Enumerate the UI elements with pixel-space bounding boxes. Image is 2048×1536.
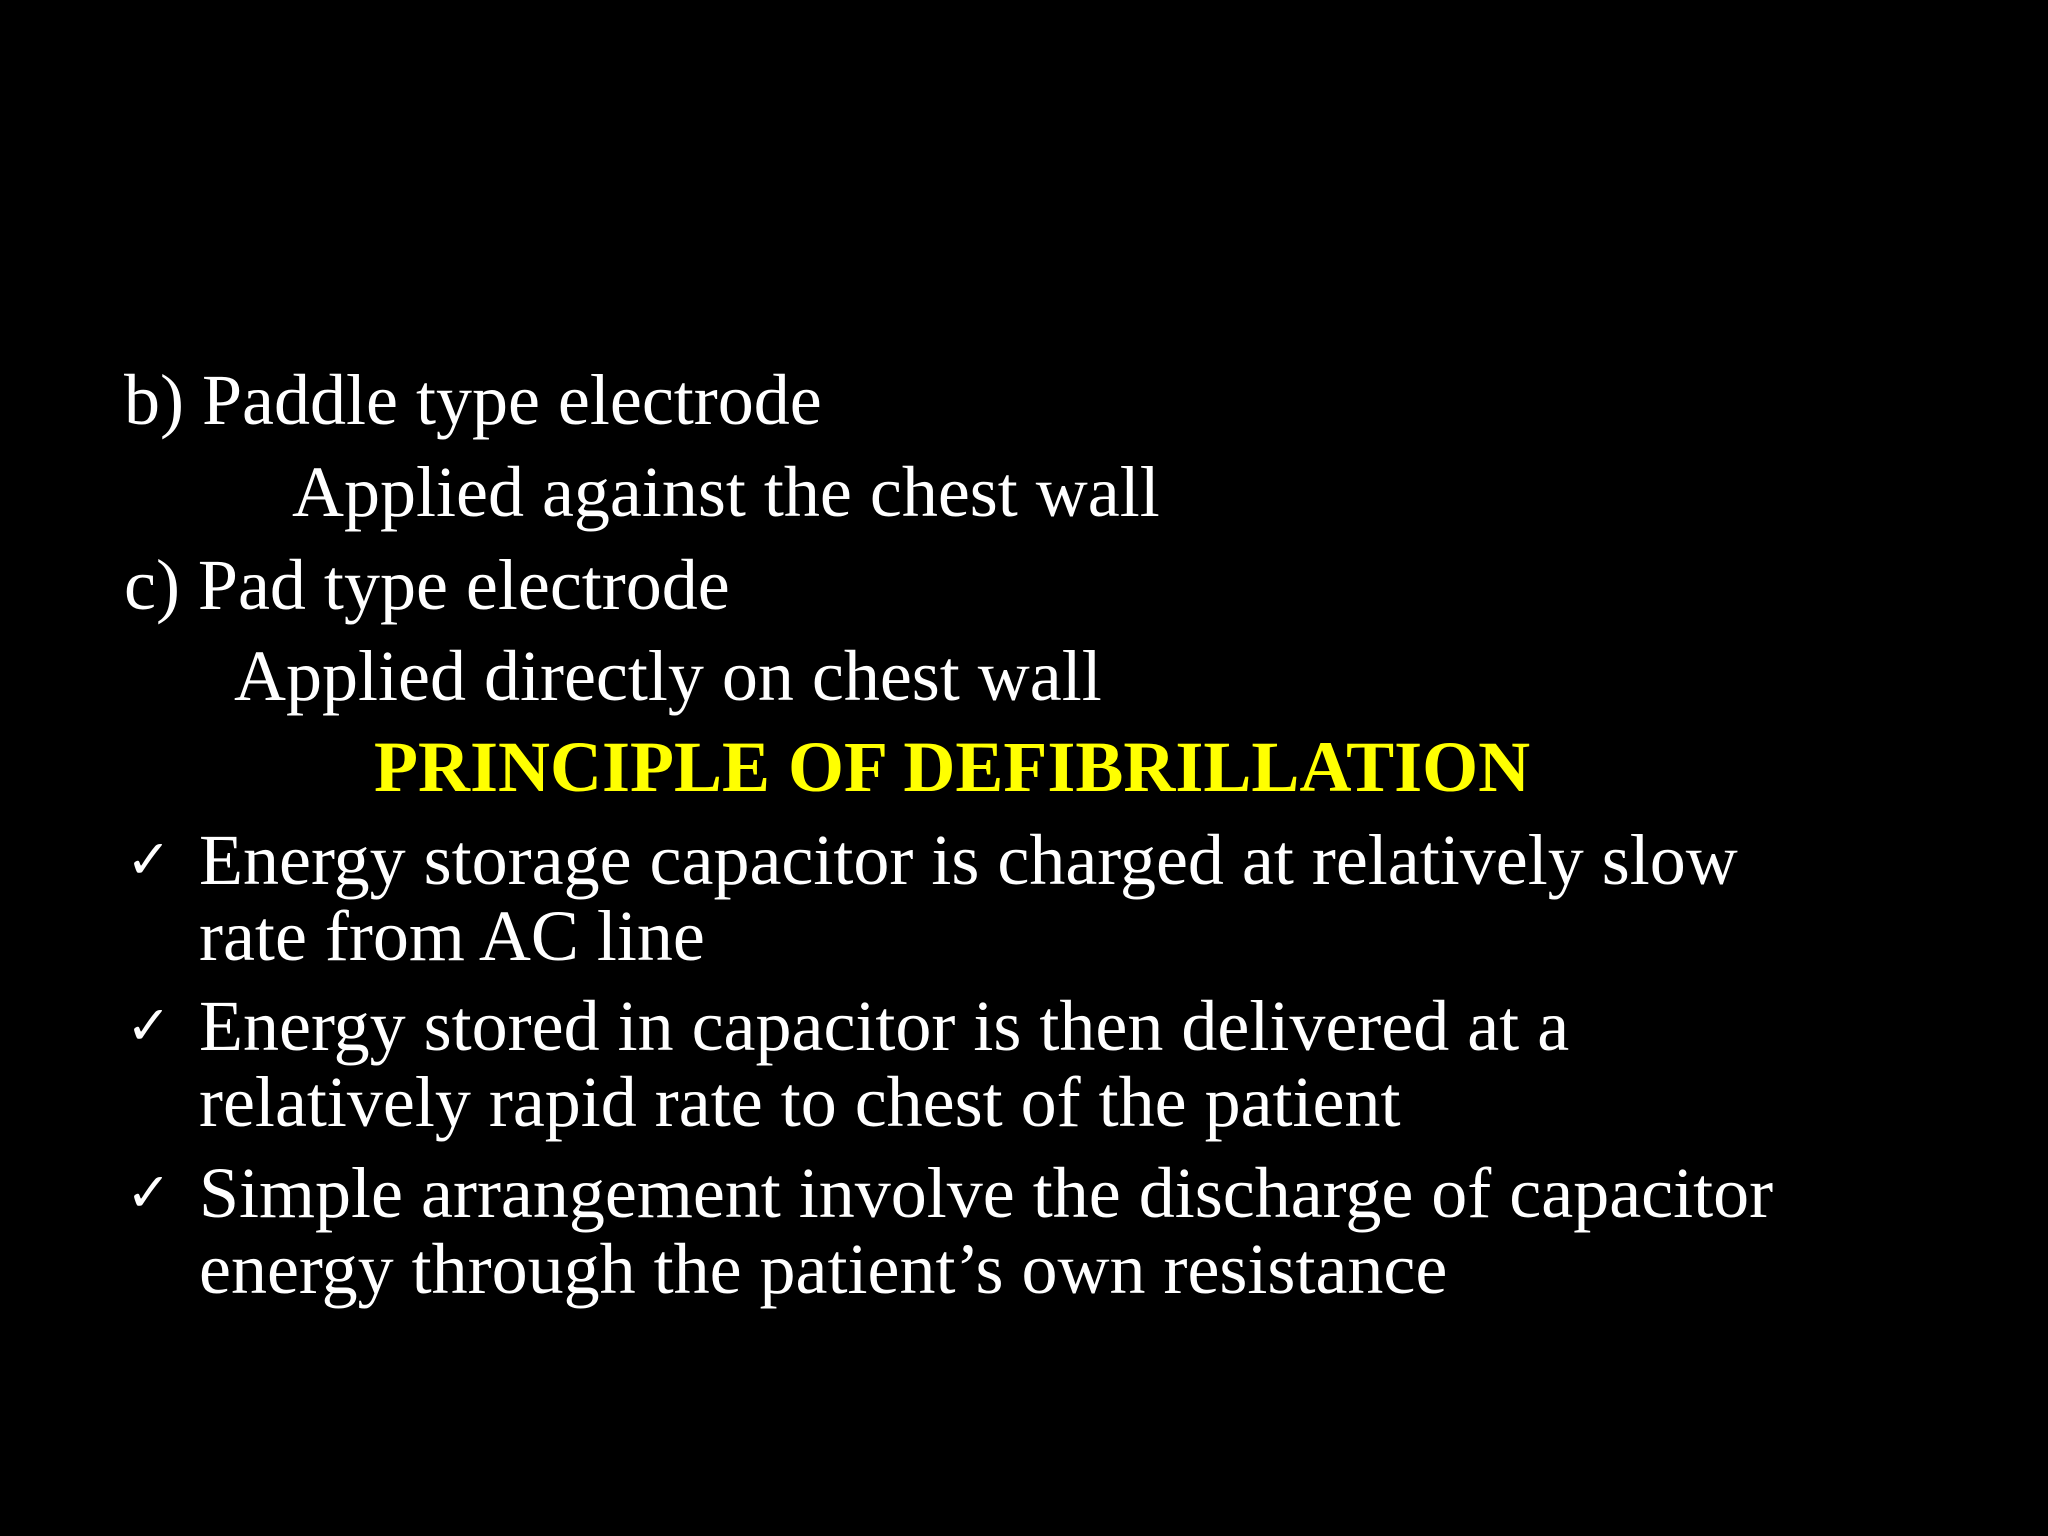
bullet-text bbox=[199, 1155, 1773, 1307]
item-b-description: Applied against the chest wall bbox=[292, 452, 1160, 532]
bullet-line: Energy storage capacitor is charged at relatively slow bbox=[199, 820, 1738, 900]
bullet-text bbox=[199, 822, 1738, 974]
bullet-line: energy through the patient’s own resistance bbox=[199, 1229, 1448, 1309]
check-icon: ✓ bbox=[126, 994, 172, 1057]
section-heading: PRINCIPLE OF DEFIBRILLATION bbox=[374, 727, 1531, 807]
bullet-line: Energy stored in capacitor is then delivered at a bbox=[199, 986, 1570, 1066]
check-icon: ✓ bbox=[126, 828, 172, 891]
item-c-label: c) Pad type electrode bbox=[124, 545, 730, 625]
item-b-label: b) Paddle type electrode bbox=[124, 360, 822, 440]
item-c-description: Applied directly on chest wall bbox=[234, 636, 1102, 716]
bullet-line: rate from AC line bbox=[199, 896, 705, 976]
bullet-text bbox=[199, 988, 1569, 1140]
bullet-line: relatively rapid rate to chest of the patient bbox=[199, 1062, 1401, 1142]
bullet-line: Simple arrangement involve the discharge of capacitor bbox=[199, 1153, 1774, 1233]
check-icon: ✓ bbox=[126, 1161, 172, 1224]
